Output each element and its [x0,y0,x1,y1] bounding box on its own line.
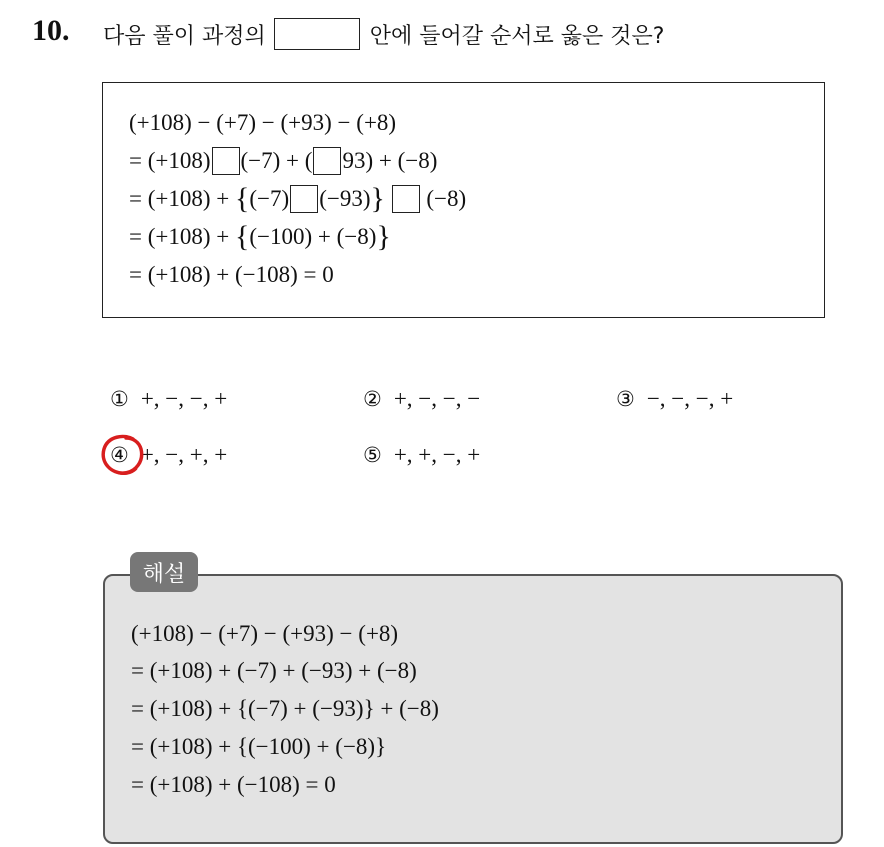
work-line-5: = (+108) + (−108) = 0 [129,262,334,287]
choice-4-mark: ④ [110,443,129,467]
question-number: 10. [32,14,70,47]
question-text [103,18,664,50]
selected-answer-circle-mark [100,433,146,477]
blank-box-4 [392,185,420,213]
choice-3[interactable] [616,386,733,412]
brace-close: } [370,182,385,215]
choice-2-mark: ② [363,387,382,411]
choice-3-mark: ③ [616,387,635,411]
blank-box-3 [290,185,318,213]
choice-1-mark: ① [110,387,129,411]
work-box [102,82,825,318]
solution-line-2: = (+108) + (−7) + (−93) + (−8) [131,658,417,683]
solution-box [103,574,843,844]
brace-open: { [234,220,250,253]
work-line-3 [129,181,466,217]
choice-2-text: +, −, −, − [393,386,481,411]
work-line-1: (+108) − (+7) − (+93) − (+8) [129,110,397,135]
work-line-3-part-c: (−93) [319,186,371,211]
work-line-2 [129,143,437,179]
brace-close: } [376,220,391,253]
work-line-4 [129,219,391,255]
choice-1-text: +, −, −, + [140,386,228,411]
choice-2[interactable] [363,386,480,412]
question-blank-box [274,18,360,50]
solution-line-1: (+108) − (+7) − (+93) − (+8) [131,621,399,646]
solution-line-3: = (+108) + {(−7) + (−93)} + (−8) [131,696,439,721]
choice-5-text: +, +, −, + [393,442,481,467]
choice-1[interactable] [110,386,227,412]
work-line-2-part-a: = (+108) [129,148,211,173]
choice-5-mark: ⑤ [363,443,382,467]
choice-4-text: +, −, +, + [140,442,228,467]
work-line-4-part-a: = (+108) + [129,224,235,249]
work-line-2-part-c: 93) + (−8) [342,148,438,173]
question-prefix: 다음 풀이 과정의 [103,23,266,49]
choice-5[interactable] [363,442,480,468]
blank-box-1 [212,147,240,175]
blank-box-2 [313,147,341,175]
solution-line-5: = (+108) + (−108) = 0 [131,772,336,797]
question-suffix: 안에 들어갈 순서로 옳은 것은? [369,23,665,49]
work-line-2-part-b: (−7) + ( [240,148,313,173]
choice-3-text: −, −, −, + [646,386,734,411]
work-line-3-part-a: = (+108) + [129,186,235,211]
work-line-3-part-b: (−7) [249,186,290,211]
brace-open: { [234,182,250,215]
solution-line-4: = (+108) + {(−100) + (−8)} [131,734,387,759]
work-line-3-part-d: (−8) [420,186,467,211]
work-line-4-part-b: (−100) + (−8) [249,224,377,249]
solution-label: 해설 [130,552,198,592]
